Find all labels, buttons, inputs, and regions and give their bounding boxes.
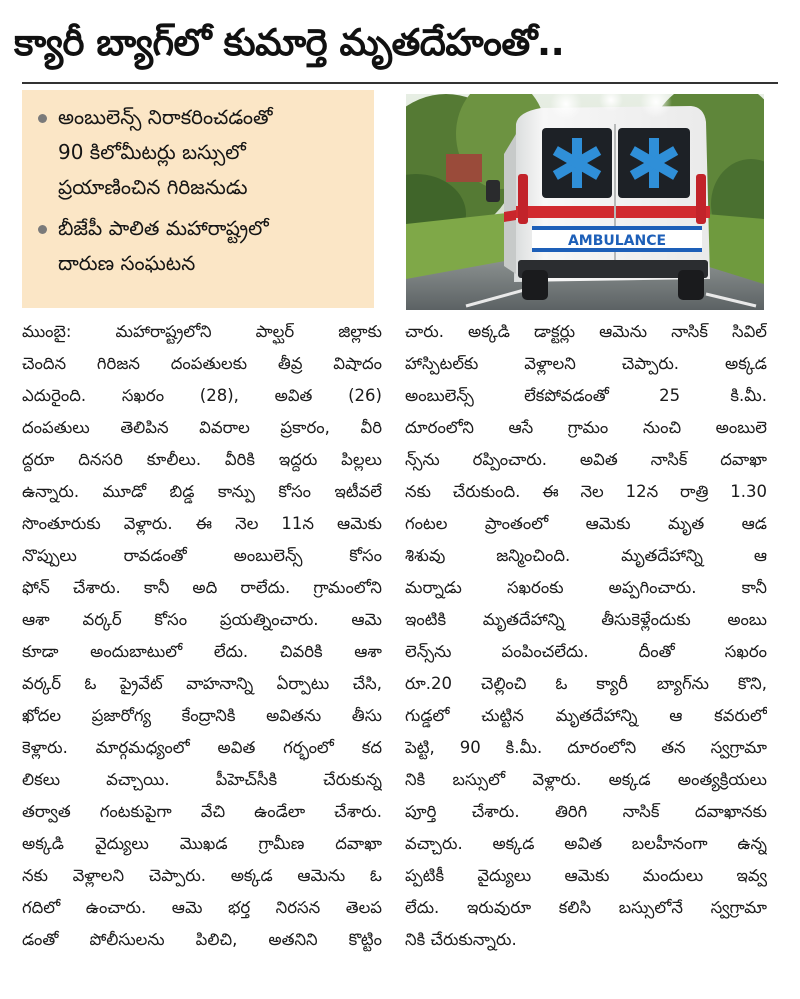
body-line: అక్కడి వైద్యులు మొఖడ గ్రామీణ దవాఖా (22, 834, 382, 853)
body-line: అంబులెన్స్ లేకపోవడంతో 25 కి.మీ. (405, 386, 767, 405)
body-line: వచ్చారు. అక్కడ అవిత బలహీనంగా ఉన్న (405, 834, 767, 853)
body-line: ప్పటికీ వైద్యులు ఆమెకు మందులు ఇవ్వ (405, 866, 767, 885)
body-line: ఖోదల ప్రజారోగ్య కేంద్రానికి అవితను తీసు (22, 706, 382, 725)
body-line: డంతో పోలీసులను పిలిచి, అతనిని కొట్టిం (22, 930, 382, 949)
body-line: ముంబై: మహారాష్ట్రలోని పాల్ఘర్ జిల్లాకు (22, 322, 382, 341)
highlight-line: దారుణ సంఘటన (58, 251, 196, 275)
body-line: నకు చేరుకుంది. ఈ నెల 12న రాత్రి 1.30 (405, 482, 767, 501)
body-line: ఎదురైంది. సఖరం (28), అవిత (26) (22, 386, 382, 405)
body-line: ద్దరూ దినసరి కూలీలు. వీరికి ఇద్దరు పిల్లలు (22, 450, 382, 469)
body-line: శిశువు జన్మించింది. మృతదేహాన్ని ఆ (405, 546, 767, 565)
body-line: సొంతూరుకు వెళ్లారు. ఈ నెల 11న ఆమెకు (22, 514, 382, 533)
body-line: లెన్స్‌ను పంపించలేదు. దీంతో సఖరం (405, 642, 767, 661)
body-line: మర్నాడు సఖరంకు అప్పగించారు. కానీ (405, 578, 767, 597)
body-line: వర్కర్ ఓ ప్రైవేట్ వాహనాన్ని ఏర్పాటు చేసి, (22, 674, 382, 693)
body-line: నకు వెళ్లాలని చెప్పారు. అక్కడ ఆమెను ఓ (22, 866, 382, 885)
body-line: లేదు. ఇరువురూ కలిసి బస్సులోనే స్వగ్రామా (405, 898, 767, 917)
body-line: దంపతులు తెలిపిన వివరాల ప్రకారం, వీరి (22, 418, 382, 437)
body-line: చెందిన గిరిజన దంపతులకు తీవ్ర విషాదం (22, 354, 382, 373)
highlight-line: అంబులెన్స్ నిరాకరించడంతో (58, 105, 273, 129)
body-line: ఫోన్ చేశారు. కానీ అది రాలేదు. గ్రామంలోని (22, 578, 382, 597)
highlight-line: ప్రయాణించిన గిరిజనుడు (58, 175, 248, 199)
highlight-line: బీజేపీ పాలిత మహారాష్ట్రలో (58, 216, 269, 240)
body-line: నొప్పులు రావడంతో అంబులెన్స్ కోసం (22, 546, 382, 565)
article-column-right (405, 316, 767, 956)
highlight-item (36, 211, 364, 281)
ambulance-photo (406, 94, 764, 310)
body-line: రూ.20 చెల్లించి ఓ క్యారీ బ్యాగ్‌ను కొని, (405, 674, 767, 693)
body-line: ఆశా వర్కర్ కోసం ప్రయత్నించారు. ఆమె (22, 610, 382, 629)
body-line: దూరంలోని ఆసే గ్రామం నుంచి అంబులె (405, 418, 767, 437)
highlight-item (36, 100, 364, 205)
headline-divider (22, 82, 778, 84)
body-line: హాస్పిటల్‌కు వెళ్లాలని చెప్పారు. అక్కడ (405, 354, 767, 373)
bullet-icon (38, 114, 47, 123)
article-column-left (22, 316, 382, 956)
headline: క్యారీ బ్యాగ్‌లో కుమార్తె మృతదేహంతో.. (14, 21, 565, 64)
body-line: తర్వాత గంటకుపైగా వేచి ఉండేలా చేశారు. (22, 802, 382, 821)
highlights-box (22, 90, 374, 308)
body-line: ఉన్నారు. మూడో బిడ్డ కాన్పు కోసం ఇటీవలే (22, 482, 382, 501)
body-line: చారు. అక్కడి డాక్టర్లు ఆమెను నాసిక్ సివిల్ (405, 322, 767, 341)
body-line: లికలు వచ్చాయి. పీహెచ్‌సీకి చేరుకున్న (22, 770, 382, 789)
body-line: గంటల ప్రాంతంలో ఆమెకు మృత ఆడ (405, 514, 767, 533)
body-line: పూర్తి చేశారు. తిరిగి నాసిక్ దవాఖానకు (405, 802, 767, 821)
body-line: న్స్‌ను రప్పించారు. అవిత నాసిక్ దవాఖా (405, 450, 767, 469)
body-line: గదిలో ఉంచారు. ఆమె భర్త నిరసన తెలప (22, 898, 382, 917)
body-line: గుడ్డలో చుట్టిన మృతదేహాన్ని ఆ కవరులో (405, 706, 767, 725)
body-line: ఇంటికి మృతదేహాన్ని తీసుకెళ్లేందుకు అంబు (405, 610, 767, 629)
body-line: నికి బస్సులో వెళ్లారు. అక్కడ అంత్యక్రియలు (405, 770, 767, 789)
ambulance-label: AMBULANCE (567, 233, 667, 249)
body-line: నికి చేరుకున్నారు. (405, 930, 517, 949)
body-line: కూడా అందుబాటులో లేదు. చివరికి ఆశా (22, 642, 382, 661)
body-line: కెళ్లారు. మార్గమధ్యంలో అవిత గర్భంలో కద (22, 738, 382, 757)
bullet-icon (38, 225, 47, 234)
highlight-line: 90 కిలోమీటర్లు బస్సులో (58, 140, 246, 164)
body-line: పెట్టి, 90 కి.మీ. దూరంలోని తన స్వగ్రామా (405, 738, 767, 757)
